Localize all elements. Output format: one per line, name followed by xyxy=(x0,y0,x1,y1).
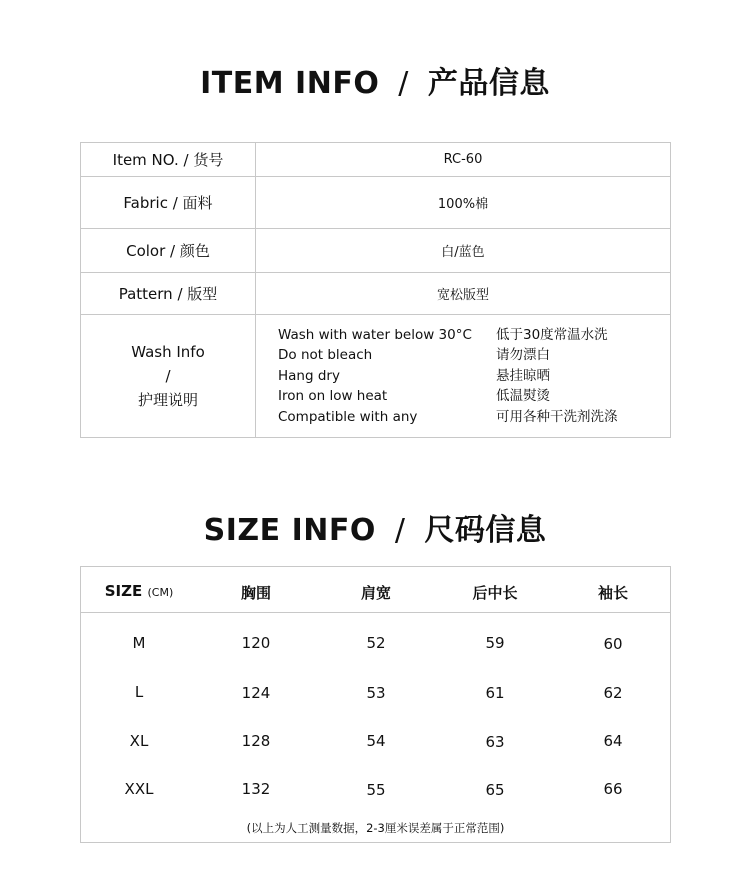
sleeve-value: 66 xyxy=(603,780,623,798)
item-info-title-en: ITEM INFO xyxy=(200,66,380,101)
color-label: Color / 颜色 xyxy=(81,229,256,273)
chest-value: 128 xyxy=(241,732,271,750)
wash-info-label xyxy=(81,315,256,438)
back-length-value: 65 xyxy=(485,781,505,799)
back-length-value: 61 xyxy=(485,684,505,702)
header-shoulder: 肩宽 xyxy=(360,584,392,602)
wash-line-zh: 可用各种干洗剂洗涤 xyxy=(496,408,618,425)
wash-line-en: Iron on low heat xyxy=(278,388,388,405)
sleeve-value: 62 xyxy=(603,684,623,702)
fabric-value: 100%棉 xyxy=(256,177,671,229)
wash-line-zh: 悬挂晾晒 xyxy=(496,367,550,384)
size-label: M xyxy=(132,634,146,652)
size-info-table xyxy=(80,566,671,843)
size-header-unit: (CM) xyxy=(147,586,174,599)
wash-line-en: Compatible with any xyxy=(278,408,418,425)
chest-value: 120 xyxy=(241,634,271,652)
wash-line-en: Do not bleach xyxy=(278,347,373,364)
header-sleeve: 袖长 xyxy=(597,584,629,602)
item-info-title xyxy=(0,58,750,102)
size-table-header xyxy=(81,567,670,613)
shoulder-value: 52 xyxy=(366,634,386,652)
wash-info-zh-list xyxy=(496,325,618,428)
shoulder-value: 53 xyxy=(366,684,386,702)
wash-line-zh: 低温熨烫 xyxy=(496,388,550,405)
size-info-title-sep: / xyxy=(394,513,406,548)
wash-info-label-zh: 护理说明 xyxy=(137,391,198,409)
item-info-table xyxy=(80,142,671,438)
color-value: 白/蓝色 xyxy=(256,229,671,273)
size-info-title-en: SIZE INFO xyxy=(203,513,376,548)
wash-info-label-en: Wash Info xyxy=(131,343,205,361)
item-row-number xyxy=(81,143,671,177)
size-header-text: SIZE xyxy=(104,582,143,600)
size-info-title xyxy=(0,505,750,549)
wash-info-en-list xyxy=(278,325,496,428)
item-row-pattern xyxy=(81,273,671,315)
item-info-title-zh: 产品信息 xyxy=(427,66,550,101)
wash-line-zh: 低于30度常温水洗 xyxy=(496,326,608,343)
item-info-title-sep: / xyxy=(398,66,409,101)
size-header-label xyxy=(105,582,174,600)
chest-value: 132 xyxy=(241,780,271,798)
item-row-color xyxy=(81,229,671,273)
header-chest: 胸围 xyxy=(240,584,272,602)
shoulder-value: 54 xyxy=(366,732,386,750)
size-label: L xyxy=(134,683,144,701)
size-label: XL xyxy=(129,732,149,750)
wash-line-zh: 请勿漂白 xyxy=(496,347,550,364)
pattern-value: 宽松版型 xyxy=(256,273,671,315)
pattern-label: Pattern / 版型 xyxy=(81,273,256,315)
item-row-wash xyxy=(81,315,671,438)
sleeve-value: 64 xyxy=(603,732,623,750)
item-row-fabric xyxy=(81,177,671,229)
back-length-value: 59 xyxy=(485,634,505,652)
wash-info-label-sep: / xyxy=(165,367,171,385)
fabric-label: Fabric / 面料 xyxy=(81,177,256,229)
wash-info-value xyxy=(256,315,671,438)
item-number-label: Item NO. / 货号 xyxy=(81,143,256,177)
wash-line-en: Wash with water below 30°C xyxy=(278,326,472,343)
item-number-value: RC-60 xyxy=(256,143,671,177)
chest-value: 124 xyxy=(241,684,271,702)
header-back-length: 后中长 xyxy=(472,584,518,602)
back-length-value: 63 xyxy=(485,733,505,751)
size-label: XXL xyxy=(124,780,154,798)
shoulder-value: 55 xyxy=(366,781,386,799)
sleeve-value: 60 xyxy=(603,635,623,653)
size-info-title-zh: 尺码信息 xyxy=(424,513,547,548)
measurement-note: (以上为人工测量数据，2-3厘米误差属于正常范围) xyxy=(246,821,505,835)
wash-line-en: Hang dry xyxy=(278,367,340,384)
